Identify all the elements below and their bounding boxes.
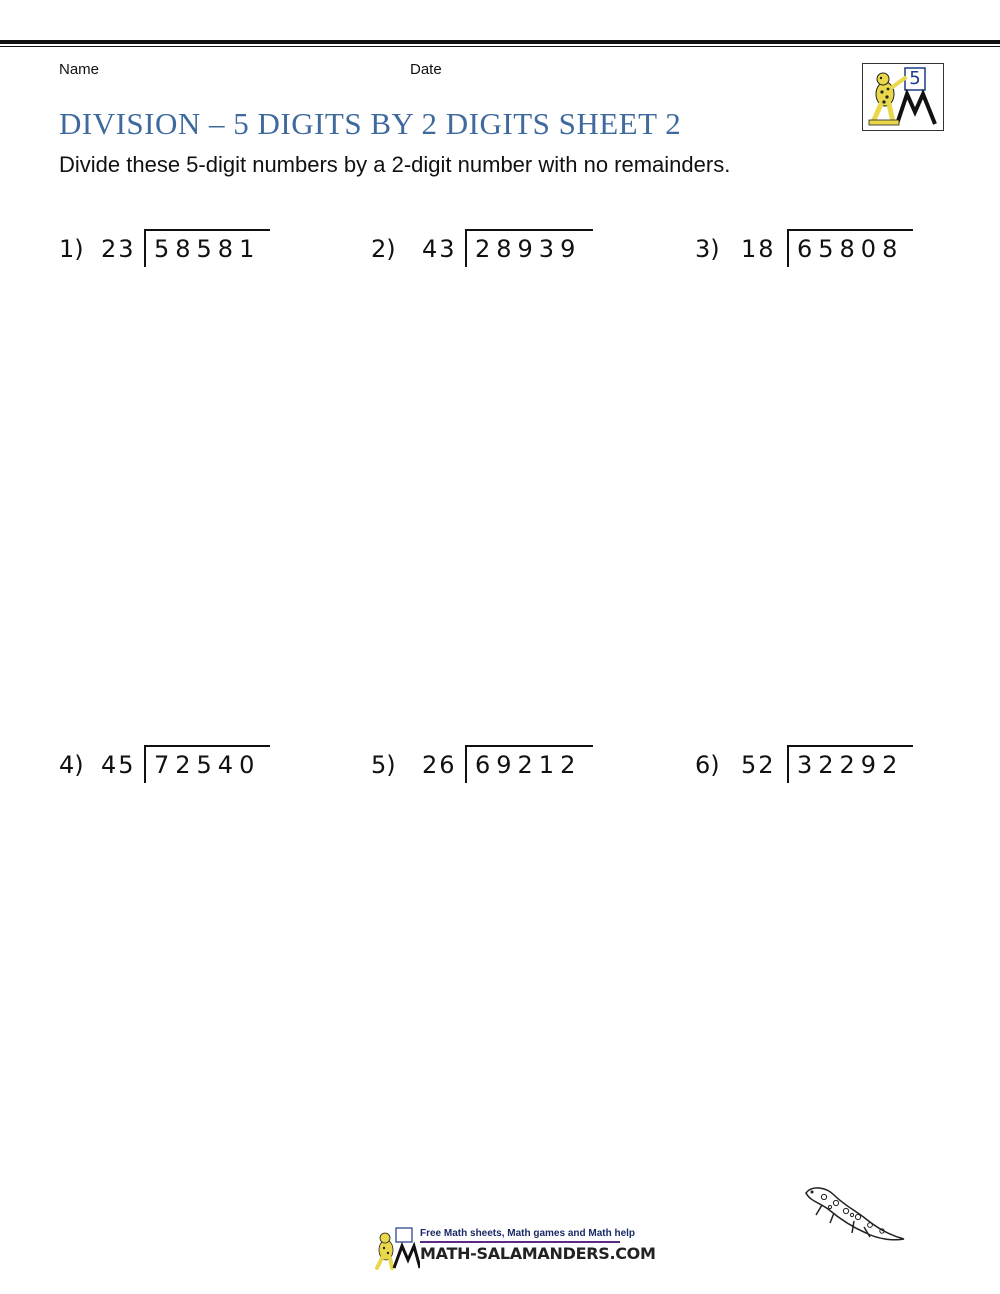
dividend: 28939 [475,235,582,263]
dividend: 72540 [154,751,261,779]
division-problem [59,745,289,785]
dividend: 69212 [475,751,582,779]
divisor: 18 [741,235,776,263]
divisor: 45 [101,751,136,779]
salamander-teacher-icon [863,64,945,132]
dividend: 58581 [154,235,261,263]
division-bracket [144,229,270,267]
divisor: 26 [422,751,457,779]
division-problem [59,229,289,269]
header-rule-thin [0,46,1000,47]
division-bracket [144,745,270,783]
header-rule-thick [0,40,1000,44]
footer-tagline: Free Math sheets, Math games and Math help [420,1228,636,1239]
problem-number: 4) [59,751,84,779]
division-bracket [787,745,913,783]
page-title: DIVISION – 5 DIGITS BY 2 DIGITS SHEET 2 [59,106,682,141]
grade-logo [862,63,944,131]
date-label: Date [410,61,442,78]
division-problem [371,745,601,785]
divisor: 43 [422,235,457,263]
footer-divider [420,1241,620,1243]
dividend: 32292 [797,751,904,779]
problem-number: 6) [695,751,720,779]
footer-logo [372,1226,656,1272]
problem-number: 1) [59,235,84,263]
salamander-icon [800,1183,910,1249]
instructions: Divide these 5-digit numbers by a 2-digit number with no remainders. [59,152,731,177]
problem-number: 2) [371,235,396,263]
dividend: 65808 [797,235,904,263]
division-problem [695,229,925,269]
problem-number: 5) [371,751,396,779]
division-bracket [465,229,593,267]
division-problem [371,229,601,269]
divisor: 23 [101,235,136,263]
divisor: 52 [741,751,776,779]
grade-number: 5 [909,68,921,89]
footer-salamander-icon [372,1226,420,1272]
division-bracket [465,745,593,783]
problem-number: 3) [695,235,720,263]
division-problem [695,745,925,785]
division-bracket [787,229,913,267]
name-label: Name [59,61,100,78]
footer-site-name: MATH-SALAMANDERS.COM [420,1244,656,1263]
